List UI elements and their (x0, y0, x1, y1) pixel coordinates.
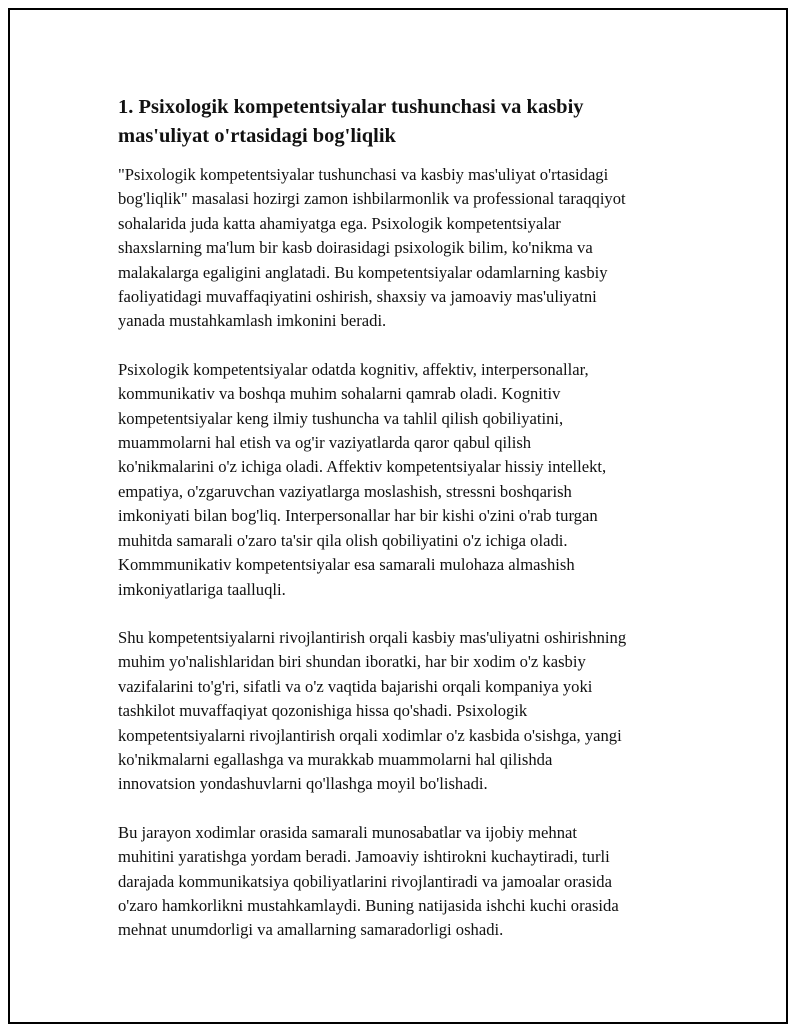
text-line: darajada kommunikatsiya qobiliyatlarini rivojlantiradi va jamoalar orasida (118, 871, 612, 891)
text-line: Shu kompetentsiyalarni rivojlantirish orqali kasbiy mas'uliyatni oshirishning (118, 627, 627, 647)
text-line: kompetentsiyalar keng ilmiy tushuncha va tahlil qilish qobiliyatini, (118, 408, 564, 428)
text-line: sohalarida juda katta ahamiyatga ega. Psixologik kompetentsiyalar (118, 213, 561, 233)
text-line: kompetentsiyalarni rivojlantirish orqali xodimlar o'z kasbida o'sishga, yangi (118, 725, 622, 745)
text-line: Psixologik kompetentsiyalar odatda kognitiv, affektiv, interpersonallar, (118, 359, 589, 379)
text-line: mehnat unumdorligi va amallarning samaradorligi oshadi. (118, 920, 504, 940)
text-line: muammolarni hal etish va og'ir vaziyatlarda qaror qabul qilish (118, 433, 532, 453)
document-body (118, 93, 688, 967)
paragraph (118, 358, 688, 602)
text-line: ko'nikmalarni egallashga va murakkab muammolarni hal qilishda (118, 749, 553, 769)
text-line: Bu jarayon xodimlar orasida samarali munosabatlar va ijobiy mehnat (118, 822, 577, 842)
text-line: yanada mustahkamlash imkonini beradi. (118, 311, 387, 331)
heading-line: mas'uliyat o'rtasidagi bog'liqlik (118, 125, 396, 147)
paragraph (118, 163, 688, 334)
text-line: tashkilot muvaffaqiyat qozonishiga hissa qo'shadi. Psixologik (118, 701, 528, 721)
paragraph (118, 821, 688, 943)
text-line: malakalarga egaligini anglatadi. Bu kompetentsiyalar odamlarning kasbiy (118, 262, 608, 282)
text-line: vazifalarini to'g'ri, sifatli va o'z vaqtida bajarishi orqali kompaniya yoki (118, 676, 593, 696)
section-heading (118, 93, 688, 151)
text-line: imkoniyati bilan bog'liq. Interpersonallar har bir kishi o'zini o'rab turgan (118, 506, 598, 526)
text-line: bog'liqlik" masalasi hozirgi zamon ishbilarmonlik va professional taraqqiyot (118, 189, 626, 209)
text-line: imkoniyatlariga taalluqli. (118, 579, 286, 599)
text-line: o'zaro hamkorlikni mustahkamlaydi. Buning natijasida ishchi kuchi orasida (118, 895, 619, 915)
text-line: muhim yo'nalishlaridan biri shundan iboratki, har bir xodim o'z kasbiy (118, 652, 586, 672)
text-line: muhitini yaratishga yordam beradi. Jamoaviy ishtirokni kuchaytiradi, turli (118, 847, 610, 867)
text-line: shaxslarning ma'lum bir kasb doirasidagi psixologik bilim, ko'nikma va (118, 238, 593, 258)
paragraph (118, 626, 688, 797)
text-line: ko'nikmalarini o'z ichiga oladi. Affektiv kompetentsiyalar hissiy intellekt, (118, 457, 607, 477)
text-line: empatiya, o'zgaruvchan vaziyatlarga moslashish, stressni boshqarish (118, 481, 572, 501)
text-line: Kommmunikativ kompetentsiyalar esa samarali mulohaza almashish (118, 555, 575, 575)
text-line: "Psixologik kompetentsiyalar tushunchasi va kasbiy mas'uliyat o'rtasidagi (118, 165, 609, 184)
text-line: innovatsion yondashuvlarni qo'llashga moyil bo'lishadi. (118, 774, 488, 794)
text-line: kommunikativ va boshqa muhim sohalarni qamrab oladi. Kognitiv (118, 384, 561, 404)
heading-line: 1. Psixologik kompetentsiyalar tushunchasi va kasbiy (118, 96, 584, 118)
text-line: muhitda samarali o'zaro ta'sir qila olish qobiliyatini o'z ichiga oladi. (118, 530, 568, 550)
text-line: faoliyatidagi muvaffaqiyatini oshirish, shaxsiy va jamoaviy mas'uliyatni (118, 287, 597, 307)
